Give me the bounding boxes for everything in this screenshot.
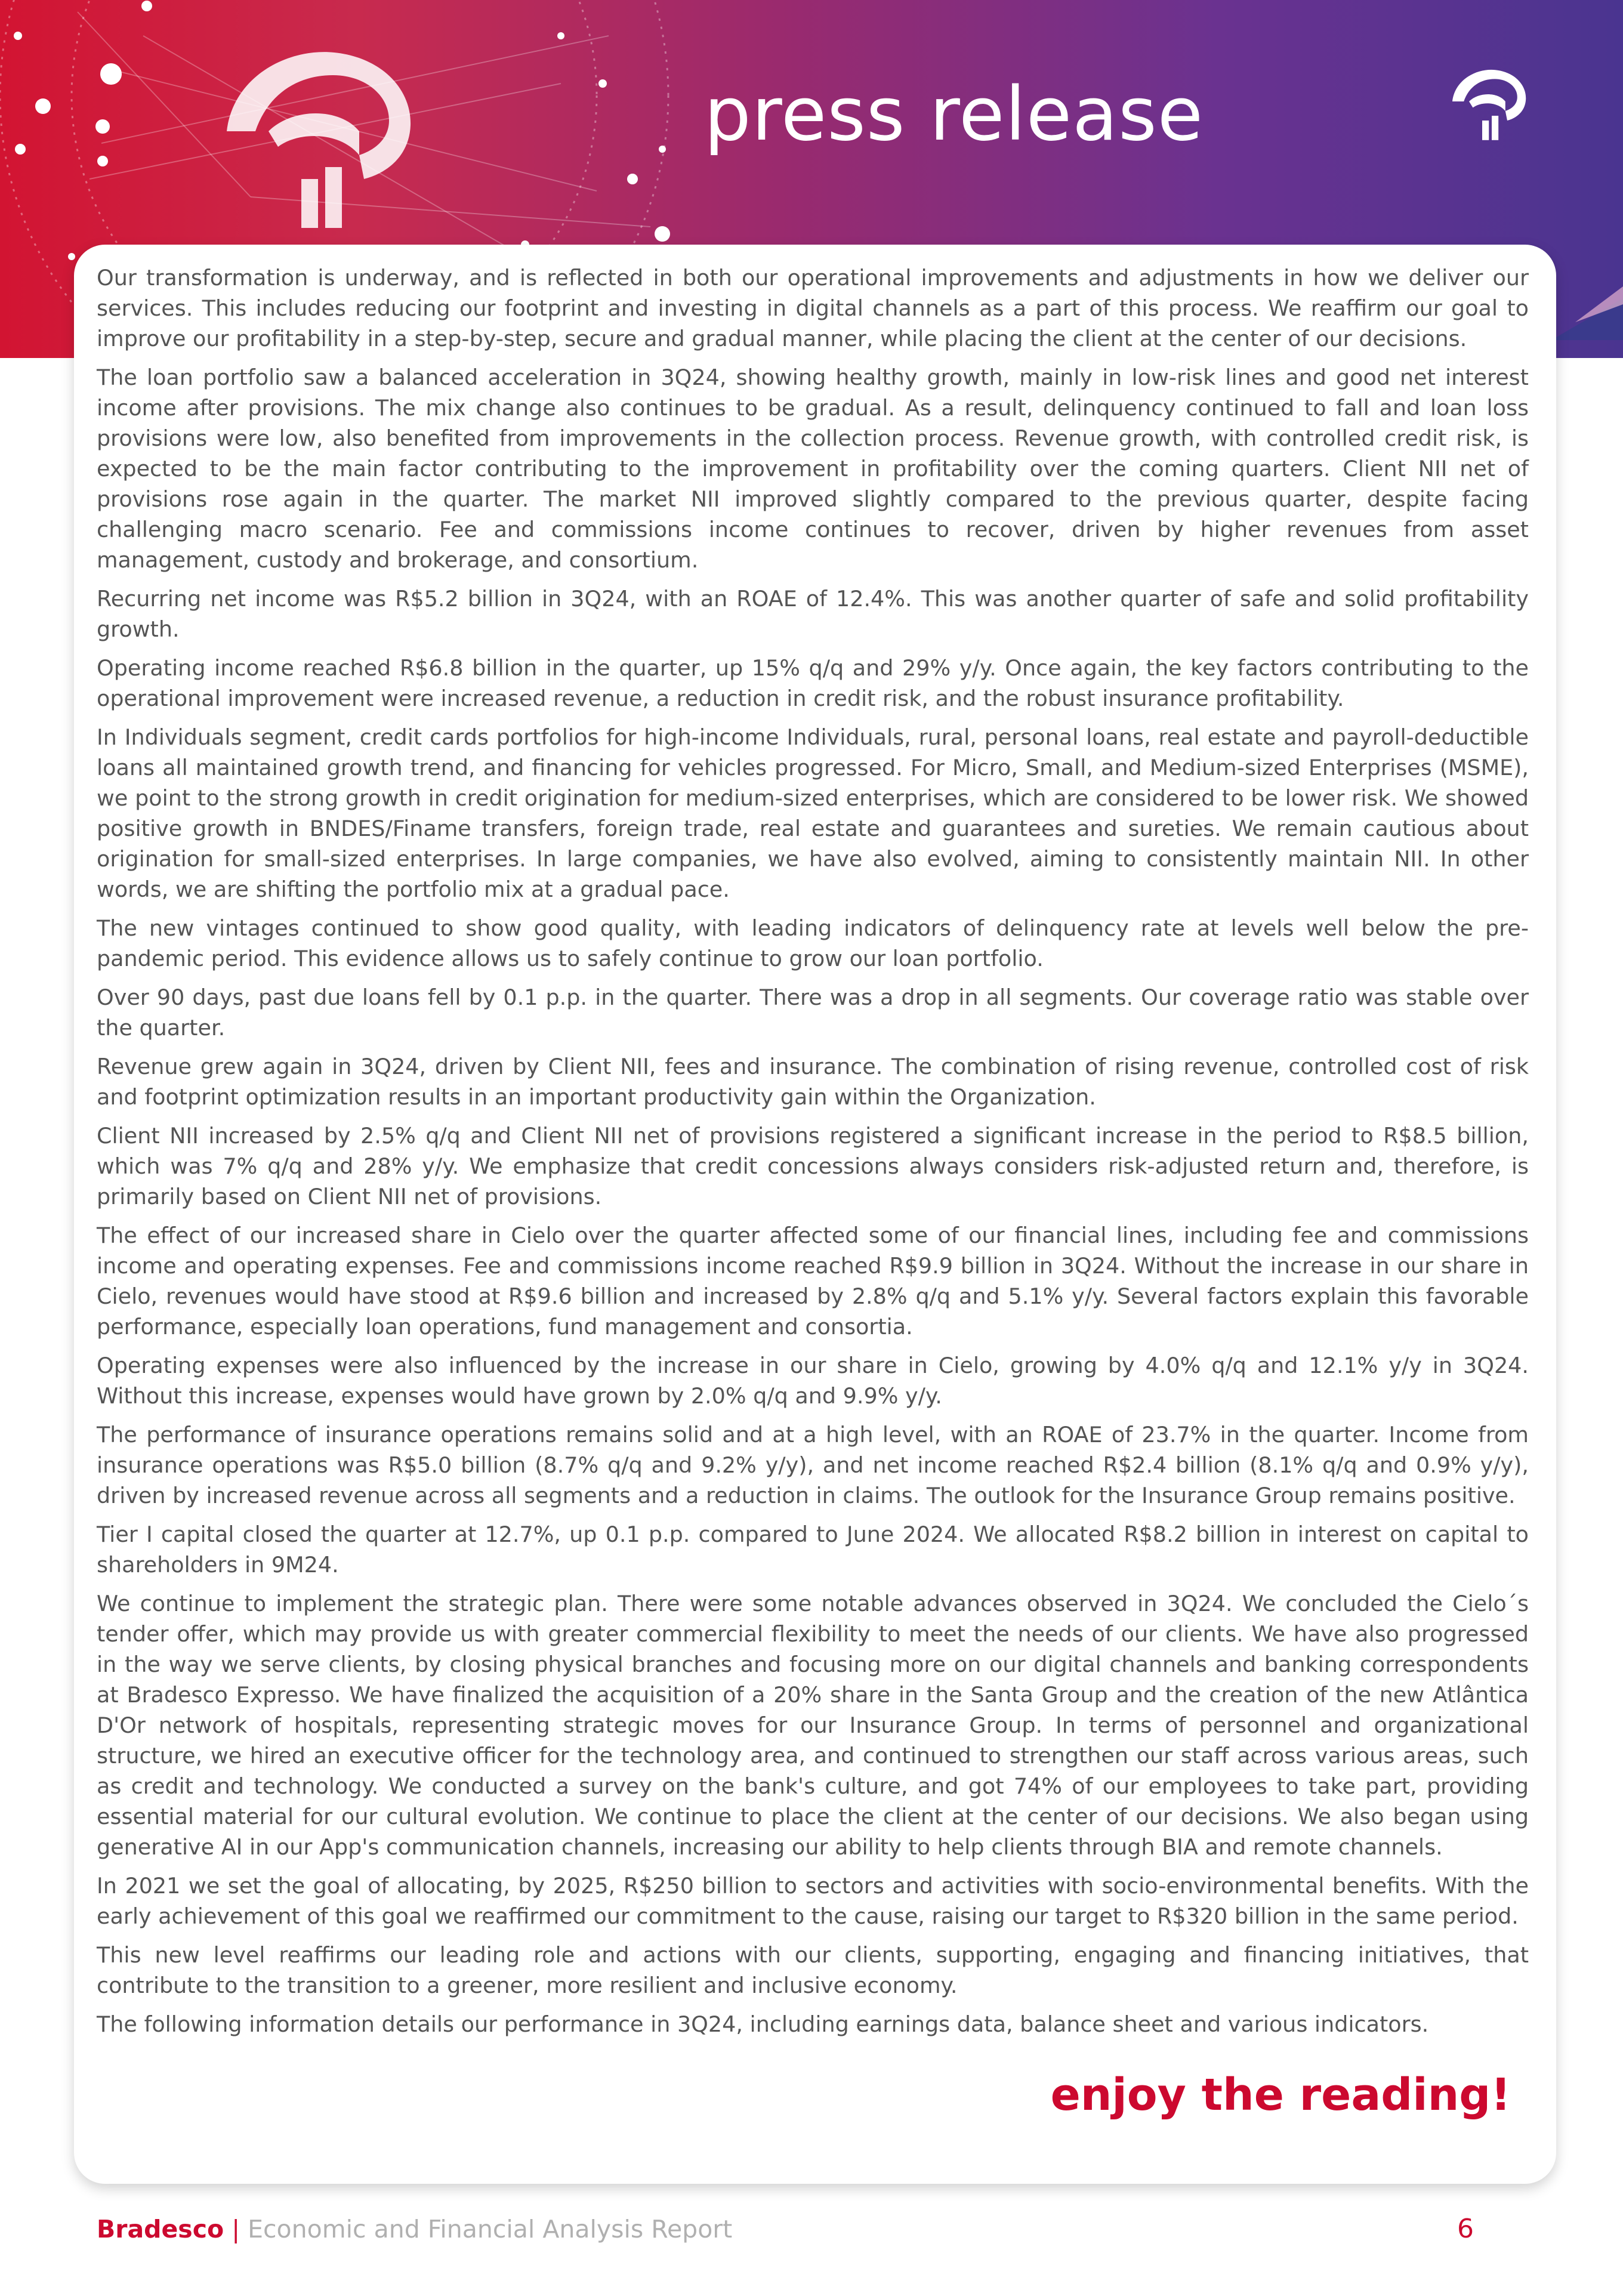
paragraph-1: Our transformation is underway, and is reflected in both our operational improvements and adjustments in how we deliver our services. This includes reducing our footprint and investing in digital channels as a part of this process. We reaffirm our goal to improve our profitability in a step-by-step, secure and gradual manner, while placing the client at the center of our decisions. <box>97 265 1529 351</box>
paragraph-6: The new vintages continued to show good quality, with leading indicators of delinquency rate at levels well below the pre-pandemic period. This evidence allows us to safely continue to grow our loan portfolio. <box>97 915 1529 971</box>
paragraph-4: Operating income reached R$6.8 billion in the quarter, up 15% q/q and 29% y/y. Once again, the key factors contributing to the operational improvement were increased revenue, a reduction in credit risk, and the robust insurance profitability. <box>97 655 1529 711</box>
footer-report-title: Economic and Financial Analysis Report <box>248 2215 733 2243</box>
paragraph-11: Operating expenses were also influenced by the increase in our share in Cielo, growing by 4.0% q/q and 12.1% y/y in 3Q24. Without this increase, expenses would have grown by 2.0% q/q and 9.9% y/y. <box>97 1353 1529 1409</box>
paragraph-2: The loan portfolio saw a balanced acceleration in 3Q24, showing healthy growth, mainly in low-risk lines and good net interest income after provisions. The mix change also continues to be gradual. As a result, delinquency continued to fall and loan loss provisions were low, also benefited from improvements in the collection process. Revenue growth, with controlled credit risk, is expected to be the main factor contributing to the improvement in profitability over the coming quarters. Client NII net of provisions rose again in the quarter. The market NII improved slightly compared to the previous quarter, despite facing challenging macro scenario. Fee and commissions income continues to recover, driven by higher revenues from asset management, custody and brokerage, and consortium. <box>97 365 1529 573</box>
bradesco-logo-small <box>1450 64 1529 143</box>
paragraph-17: The following information details our performance in 3Q24, including earnings data, balance sheet and various indicators. <box>97 2011 1429 2037</box>
paragraph-3: Recurring net income was R$5.2 billion in 3Q24, with an ROAE of 12.4%. This was another quarter of safe and solid profitability growth. <box>97 586 1529 642</box>
corner-accent <box>1551 286 1623 340</box>
page-title: press release <box>704 72 1204 158</box>
bradesco-logo <box>221 42 418 233</box>
paragraph-14: We continue to implement the strategic plan. There were some notable advances observed in 3Q24. We concluded the Cielo´s tender offer, which may provide us with greater commercial flexibility to meet the needs of our clients. We have also progressed in the way we serve clients, by closing physical branches and focusing more on our digital channels and banking correspondents at Bradesco Expresso. We have finalized the acquisition of a 20% share in the Santa Group and the creation of the new Atlântica D'Or network of hospitals, representing strategic moves for our Insurance Group. In terms of personnel and organizational structure, we hired an executive officer for the technology area, and continued to strengthen our staff across various areas, such as credit and technology. We conducted a survey on the bank's culture, and got 74% of our employees to take part, providing essential material for our cultural evolution. We continue to place the client at the center of our decisions. We also began using generative AI in our App's communication channels, increasing our ability to help clients through BIA and remote channels. <box>97 1591 1529 1860</box>
paragraph-5: In Individuals segment, credit cards portfolios for high-income Individuals, rural, personal loans, real estate and payroll-deductible loans all maintained growth trend, and financing for vehicles progressed. For Micro, Small, and Medium-sized Enterprises (MSME), we point to the strong growth in credit origination for medium-sized enterprises, which are considered to be lower risk. We showed positive growth in BNDES/Finame transfers, foreign trade, real estate and guarantees and sureties. We remain cautious about origination for small-sized enterprises. In large companies, we have also evolved, aiming to consistently maintain NII. In other words, we are shifting the portfolio mix at a gradual pace. <box>97 724 1529 902</box>
page-number: 6 <box>1457 2214 1474 2244</box>
body-text <box>97 263 1529 2048</box>
footer-separator: | <box>232 2215 240 2243</box>
paragraph-7: Over 90 days, past due loans fell by 0.1 p.p. in the quarter. There was a drop in all segments. Our coverage ratio was stable over the quarter. <box>97 985 1529 1041</box>
closing-line: enjoy the reading! <box>1050 2069 1511 2121</box>
paragraph-10: The effect of our increased share in Cielo over the quarter affected some of our financial lines, including fee and commissions income and operating expenses. Fee and commissions income reached R$9.9 billion in 3Q24. Without the increase in our share in Cielo, revenues would have stood at R$9.6 billion and increased by 2.8% q/q and 5.1% y/y. Several factors explain this favorable performance, especially loan operations, fund management and consortia. <box>97 1223 1529 1340</box>
paragraph-15: In 2021 we set the goal of allocating, by 2025, R$250 billion to sectors and activities with socio-environmental benefits. With the early achievement of this goal we reaffirmed our commitment to the cause, raising our target to R$320 billion in the same period. <box>97 1873 1529 1929</box>
paragraph-13: Tier I capital closed the quarter at 12.7%, up 0.1 p.p. compared to June 2024. We allocated R$8.2 billion in interest on capital to shareholders in 9M24. <box>97 1522 1529 1578</box>
paragraph-9: Client NII increased by 2.5% q/q and Client NII net of provisions registered a significant increase in the period to R$8.5 billion, which was 7% q/q and 28% y/y. We emphasize that credit concessions always considers risk-adjusted return and, therefore, is primarily based on Client NII net of provisions. <box>97 1123 1529 1209</box>
paragraph-8: Revenue grew again in 3Q24, driven by Client NII, fees and insurance. The combination of rising revenue, controlled cost of risk and footprint optimization results in an important productivity gain within the Organization. <box>97 1054 1529 1110</box>
footer <box>97 2215 732 2243</box>
footer-brand: Bradesco <box>97 2215 224 2243</box>
paragraph-12: The performance of insurance operations remains solid and at a high level, with an ROAE of 23.7% in the quarter. Income from insurance operations was R$5.0 billion (8.7% q/q and 9.2% y/y), and net income reached R$2.4 billion (8.1% q/q and 0.9% y/y), driven by increased revenue across all segments and a reduction in claims. The outlook for the Insurance Group remains positive. <box>97 1422 1529 1508</box>
paragraph-16: This new level reaffirms our leading role and actions with our clients, supporting, engaging and financing initiatives, that contribute to the transition to a greener, more resilient and inclusive economy. <box>97 1942 1529 1998</box>
